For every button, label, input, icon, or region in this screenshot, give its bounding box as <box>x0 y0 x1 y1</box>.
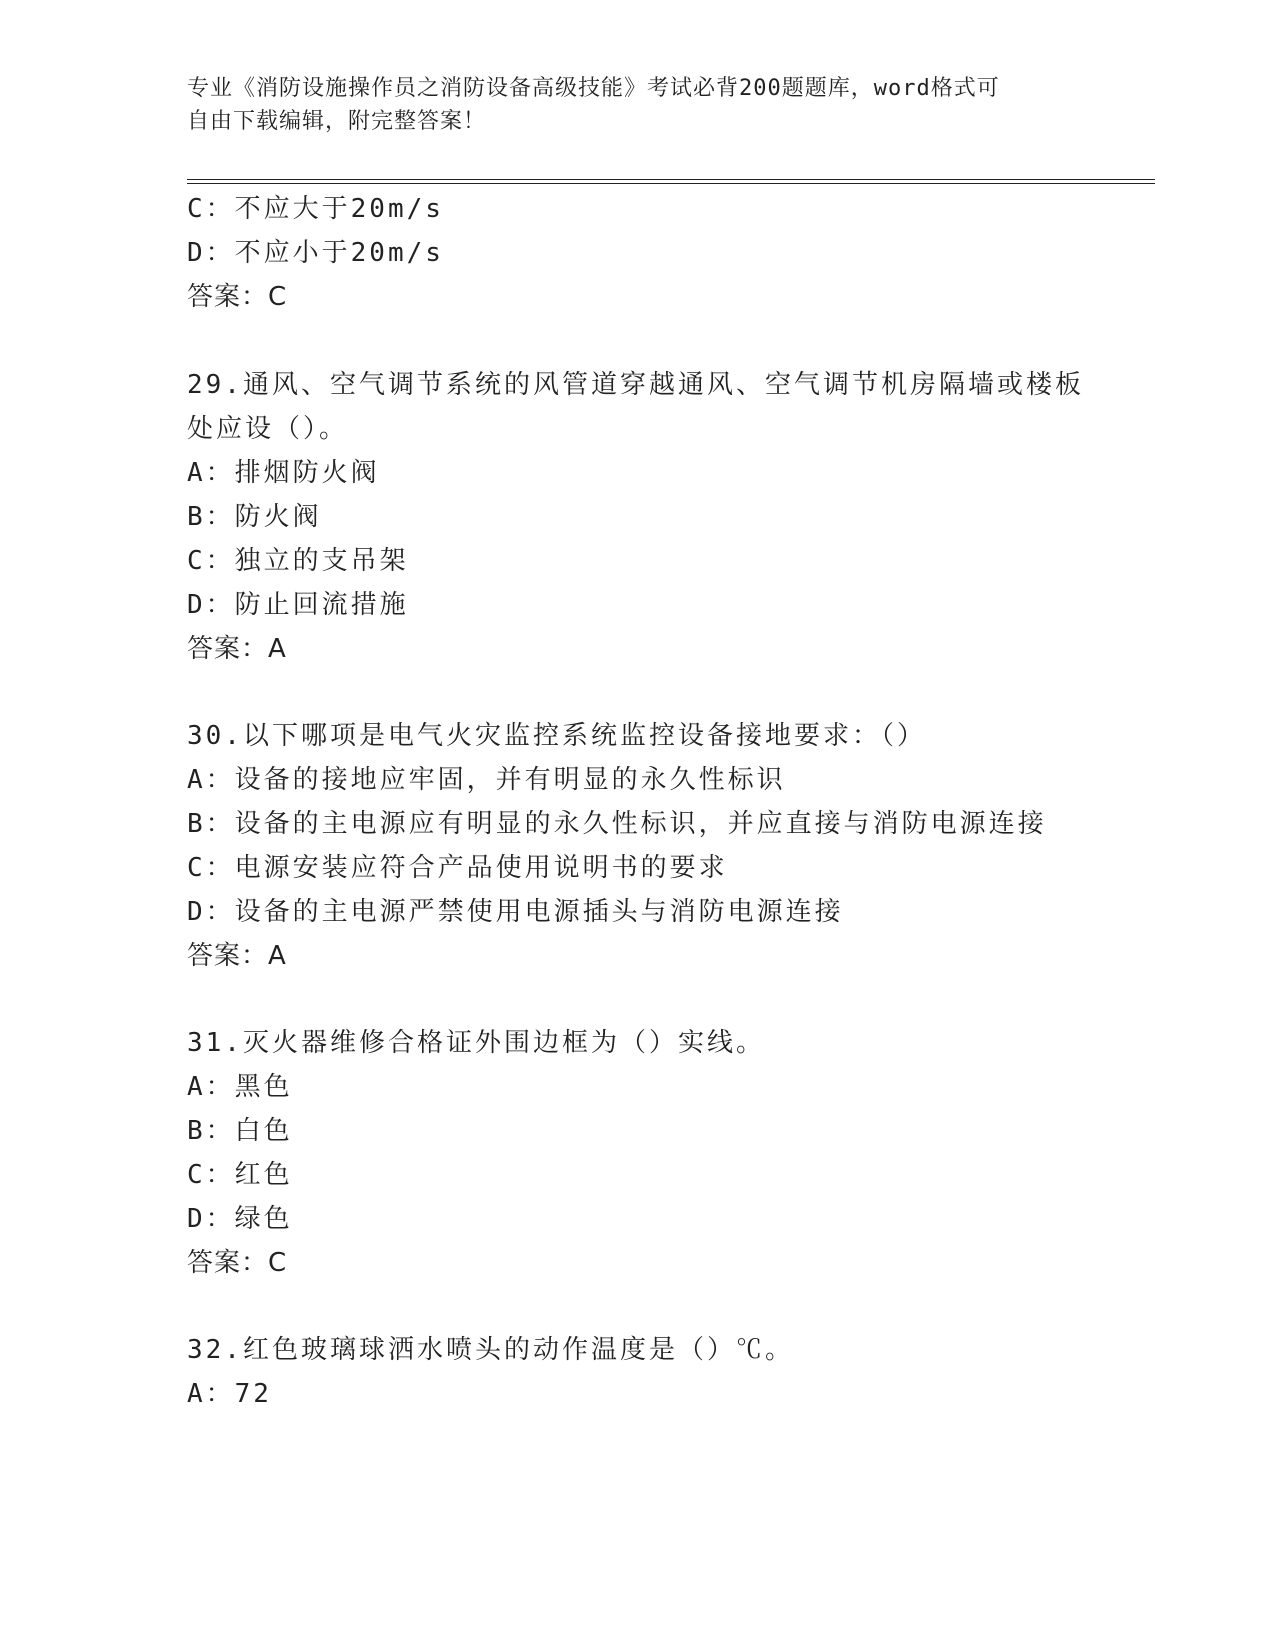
header-line-1: 专业《消防设施操作员之消防设备高级技能》考试必背200题题库，word格式可 <box>187 76 1000 101</box>
q29-answer: 答案：A <box>187 634 287 664</box>
header-divider-bottom <box>187 183 1155 184</box>
q30-option-a: A：设备的接地应牢固，并有明显的永久性标识 <box>187 765 786 795</box>
q31-answer: 答案：C <box>187 1248 288 1278</box>
q28-option-d: D：不应小于20m/s <box>187 238 444 268</box>
q28-answer: 答案：C <box>187 282 288 312</box>
q32-option-a: A：72 <box>187 1379 272 1409</box>
q30-answer: 答案：A <box>187 941 287 971</box>
q31-question: 31.灭火器维修合格证外围边框为（）实线。 <box>187 1028 765 1058</box>
q29-question-line-1: 29.通风、空气调节系统的风管道穿越通风、空气调节机房隔墙或楼板 <box>187 370 1084 400</box>
q29-question-line-2: 处应设（）。 <box>187 414 349 444</box>
q31-option-b: B：白色 <box>187 1116 293 1146</box>
q30-option-d: D：设备的主电源严禁使用电源插头与消防电源连接 <box>187 897 844 927</box>
q30-option-c: C：电源安装应符合产品使用说明书的要求 <box>187 853 728 883</box>
q31-option-d: D：绿色 <box>187 1204 293 1234</box>
q31-option-a: A：黑色 <box>187 1072 293 1102</box>
q31-option-c: C：红色 <box>187 1160 293 1190</box>
q29-option-a: A：排烟防火阀 <box>187 458 380 488</box>
document-header <box>187 72 1087 138</box>
q29-option-b: B：防火阀 <box>187 502 322 532</box>
header-line-2: 自由下载编辑，附完整答案！ <box>187 109 487 134</box>
q28-option-c: C：不应大于20m/s <box>187 194 444 224</box>
header-divider-top <box>187 179 1155 180</box>
q32-question: 32.红色玻璃球洒水喷头的动作温度是（）℃。 <box>187 1335 794 1365</box>
q29-option-d: D：防止回流措施 <box>187 590 409 620</box>
q30-question: 30.以下哪项是电气火灾监控系统监控设备接地要求：（） <box>187 721 926 751</box>
q30-option-b: B：设备的主电源应有明显的永久性标识，并应直接与消防电源连接 <box>187 809 1047 839</box>
q29-option-c: C：独立的支吊架 <box>187 546 409 576</box>
